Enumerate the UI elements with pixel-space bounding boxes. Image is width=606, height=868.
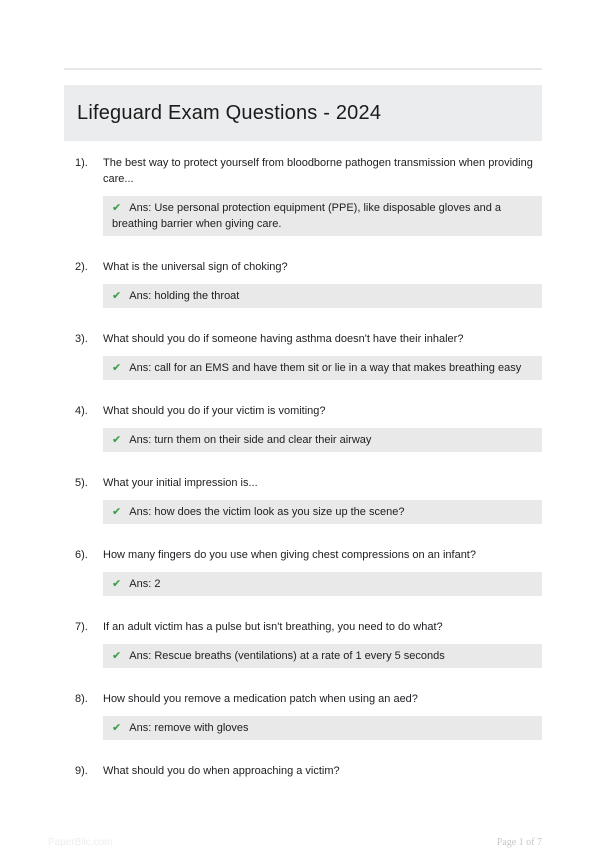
answer-text: Ans: how does the victim look as you size up the scene? — [129, 506, 405, 518]
answer-box — [103, 500, 542, 524]
check-icon: ✔ — [112, 362, 125, 374]
answer-text: Ans: 2 — [129, 578, 161, 590]
question-row — [64, 547, 542, 563]
answer-box — [103, 716, 542, 740]
question-number: 6). — [75, 549, 88, 561]
check-icon: ✔ — [112, 650, 125, 662]
question-item — [64, 763, 542, 779]
title-bar — [64, 85, 542, 141]
question-text: How many fingers do you use when giving chest compressions on an infant? — [103, 549, 476, 561]
check-icon: ✔ — [112, 434, 125, 446]
answer-box — [103, 644, 542, 668]
questions-list — [64, 155, 542, 779]
answer-box — [103, 572, 542, 596]
answer-box — [103, 284, 542, 308]
check-icon: ✔ — [112, 578, 125, 590]
question-number: 8). — [75, 693, 88, 705]
check-icon: ✔ — [112, 722, 125, 734]
answer-text: Ans: Use personal protection equipment (PPE), like disposable gloves and a breathing barrier when giving care. — [112, 202, 502, 230]
question-item — [64, 475, 542, 524]
answer-box — [103, 356, 542, 380]
question-item — [64, 619, 542, 668]
question-number: 9). — [75, 765, 88, 777]
question-row — [64, 691, 542, 707]
answer-text: Ans: holding the throat — [129, 290, 240, 302]
question-row — [64, 619, 542, 635]
question-item — [64, 691, 542, 740]
page-title: Lifeguard Exam Questions - 2024 — [77, 101, 382, 124]
question-text: The best way to protect yourself from bloodborne pathogen transmission when providing care... — [103, 157, 533, 185]
question-text: What should you do if your victim is vomiting? — [103, 405, 326, 417]
question-number: 2). — [75, 261, 88, 273]
question-item — [64, 259, 542, 308]
document-page — [0, 68, 606, 868]
question-row — [64, 259, 542, 275]
watermark: PaperBlic.com — [48, 837, 113, 848]
question-number: 1). — [75, 157, 88, 169]
answer-text: Ans: remove with gloves — [129, 722, 249, 734]
question-text: What your initial impression is... — [103, 477, 258, 489]
question-item — [64, 403, 542, 452]
question-item — [64, 331, 542, 380]
question-text: What is the universal sign of choking? — [103, 261, 288, 273]
answer-box — [103, 196, 542, 236]
question-text: How should you remove a medication patch when using an aed? — [103, 693, 418, 705]
check-icon: ✔ — [112, 202, 125, 214]
question-number: 7). — [75, 621, 88, 633]
question-number: 3). — [75, 333, 88, 345]
answer-text: Ans: Rescue breaths (ventilations) at a rate of 1 every 5 seconds — [129, 650, 445, 662]
page-footer — [0, 837, 606, 848]
header-rule — [64, 68, 542, 70]
question-row — [64, 763, 542, 779]
question-text: What should you do when approaching a victim? — [103, 765, 340, 777]
question-row — [64, 475, 542, 491]
page-number: Page 1 of 7 — [496, 837, 542, 848]
check-icon: ✔ — [112, 506, 125, 518]
question-row — [64, 331, 542, 347]
answer-box — [103, 428, 542, 452]
question-text: If an adult victim has a pulse but isn't breathing, you need to do what? — [103, 621, 443, 633]
question-number: 4). — [75, 405, 88, 417]
answer-text: Ans: turn them on their side and clear their airway — [129, 434, 372, 446]
question-text: What should you do if someone having asthma doesn't have their inhaler? — [103, 333, 464, 345]
question-item — [64, 547, 542, 596]
question-row — [64, 155, 542, 187]
answer-text: Ans: call for an EMS and have them sit or lie in a way that makes breathing easy — [129, 362, 522, 374]
question-number: 5). — [75, 477, 88, 489]
question-row — [64, 403, 542, 419]
check-icon: ✔ — [112, 290, 125, 302]
question-item — [64, 155, 542, 236]
